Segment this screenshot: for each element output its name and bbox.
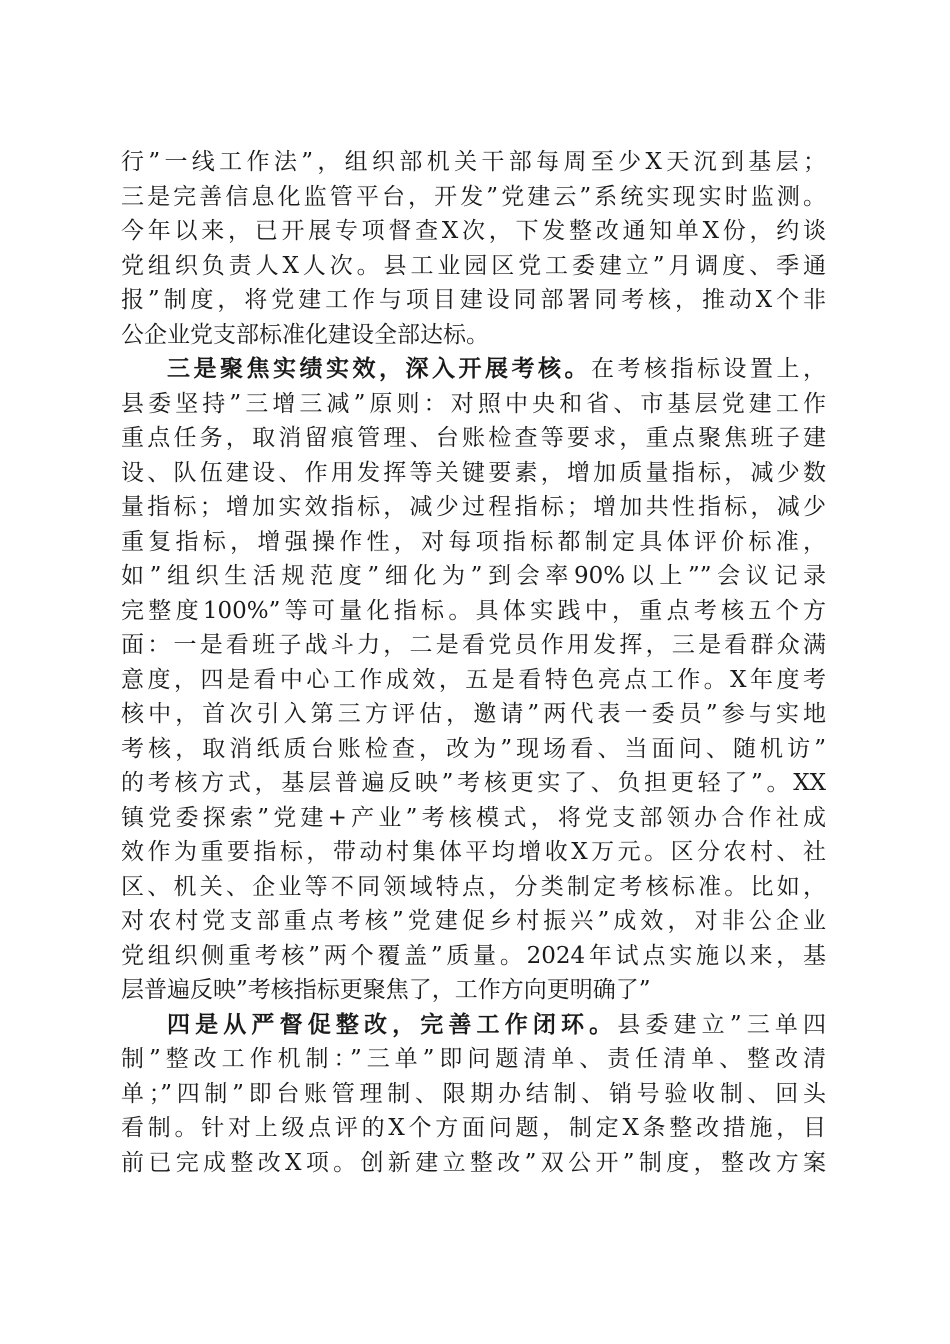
paragraph-1 [121, 145, 826, 352]
paragraph-3 [121, 1008, 826, 1181]
paragraph-lead-heading: 三是聚焦实绩实效，深入开展考核。 [167, 355, 591, 382]
text-line: 前已完成整改X项。创新建立整改”双公开”制度，整改方案 [121, 1149, 826, 1176]
text-line: 考核，取消纸质台账检查，改为”现场看、当面问、随机访” [121, 735, 826, 762]
paragraph-first-line-text: 在考核指标设置上， [591, 356, 826, 382]
text-line: 看制。针对上级点评的X个方面问题，制定X条整改措施，目 [121, 1115, 826, 1141]
text-line: 重点任务，取消留痕管理、台账检查等要求，重点聚焦班子建 [121, 425, 826, 451]
text-line: 报”制度，将党建工作与项目建设同部署同考核，推动X个非 [121, 287, 826, 313]
text-line: 三是完善信息化监管平台，开发”党建云”系统实现实时监测。 [121, 183, 826, 210]
text-line: 层普遍反映”考核指标更聚焦了，工作方向更明确了” [121, 977, 651, 1003]
text-line: 党组织侧重考核”两个覆盖”质量。2024年试点实施以来，基 [121, 942, 826, 969]
text-line: 意度，四是看中心工作成效，五是看特色亮点工作。X年度考 [121, 666, 826, 693]
text-line: 核中，首次引入第三方评估，邀请”两代表一委员”参与实地 [121, 701, 826, 727]
text-line: 完整度100%”等可量化指标。具体实践中，重点考核五个方 [121, 597, 826, 624]
text-line: 镇党委探索”党建+产业”考核模式，将党支部领办合作社成 [121, 804, 826, 831]
text-line: 设、队伍建设、作用发挥等关键要素，增加质量指标，减少数 [121, 459, 826, 486]
paragraph-first-line-text: 县委建立”三单四 [617, 1011, 826, 1038]
text-line: 今年以来，已开展专项督查X次，下发整改通知单X份，约谈 [121, 218, 826, 244]
text-line: 区、机关、企业等不同领域特点，分类制定考核标准。比如， [121, 873, 826, 900]
text-line: 重复指标，增强操作性，对每项指标都制定具体评价标准， [121, 528, 826, 555]
document-page [121, 145, 826, 1180]
text-line: 如”组织生活规范度”细化为”到会率90%以上””会议记录 [121, 563, 826, 589]
text-line: 党组织负责人X人次。县工业园区党工委建立”月调度、季通 [121, 252, 826, 279]
text-line: 单；”四制”即台账管理制、限期办结制、销号验收制、回头 [121, 1080, 826, 1107]
text-line: 行”一线工作法”，组织部机关干部每周至少X天沉到基层； [121, 149, 826, 175]
text-line: 县委坚持”三增三减”原则：对照中央和省、市基层党建工作 [121, 390, 826, 417]
text-line: 对农村党支部重点考核”党建促乡村振兴”成效，对非公企业 [121, 908, 826, 934]
text-line [121, 352, 826, 387]
text-line [121, 1008, 826, 1043]
paragraph-2 [121, 352, 826, 1008]
text-line: 效作为重要指标，带动村集体平均增收X万元。区分农村、社 [121, 839, 826, 865]
text-line: 量指标；增加实效指标，减少过程指标；增加共性指标，减少 [121, 494, 826, 520]
text-line: 面：一是看班子战斗力，二是看党员作用发挥，三是看群众满 [121, 632, 826, 658]
text-line: 的考核方式，基层普遍反映”考核更实了、负担更轻了”。XX [121, 770, 826, 796]
paragraph-lead-heading: 四是从严督促整改，完善工作闭环。 [167, 1010, 618, 1038]
text-line: 公企业党支部标准化建设全部达标。 [121, 321, 489, 348]
text-line: 制”整改工作机制：”三单”即问题清单、责任清单、整改清 [121, 1046, 826, 1072]
